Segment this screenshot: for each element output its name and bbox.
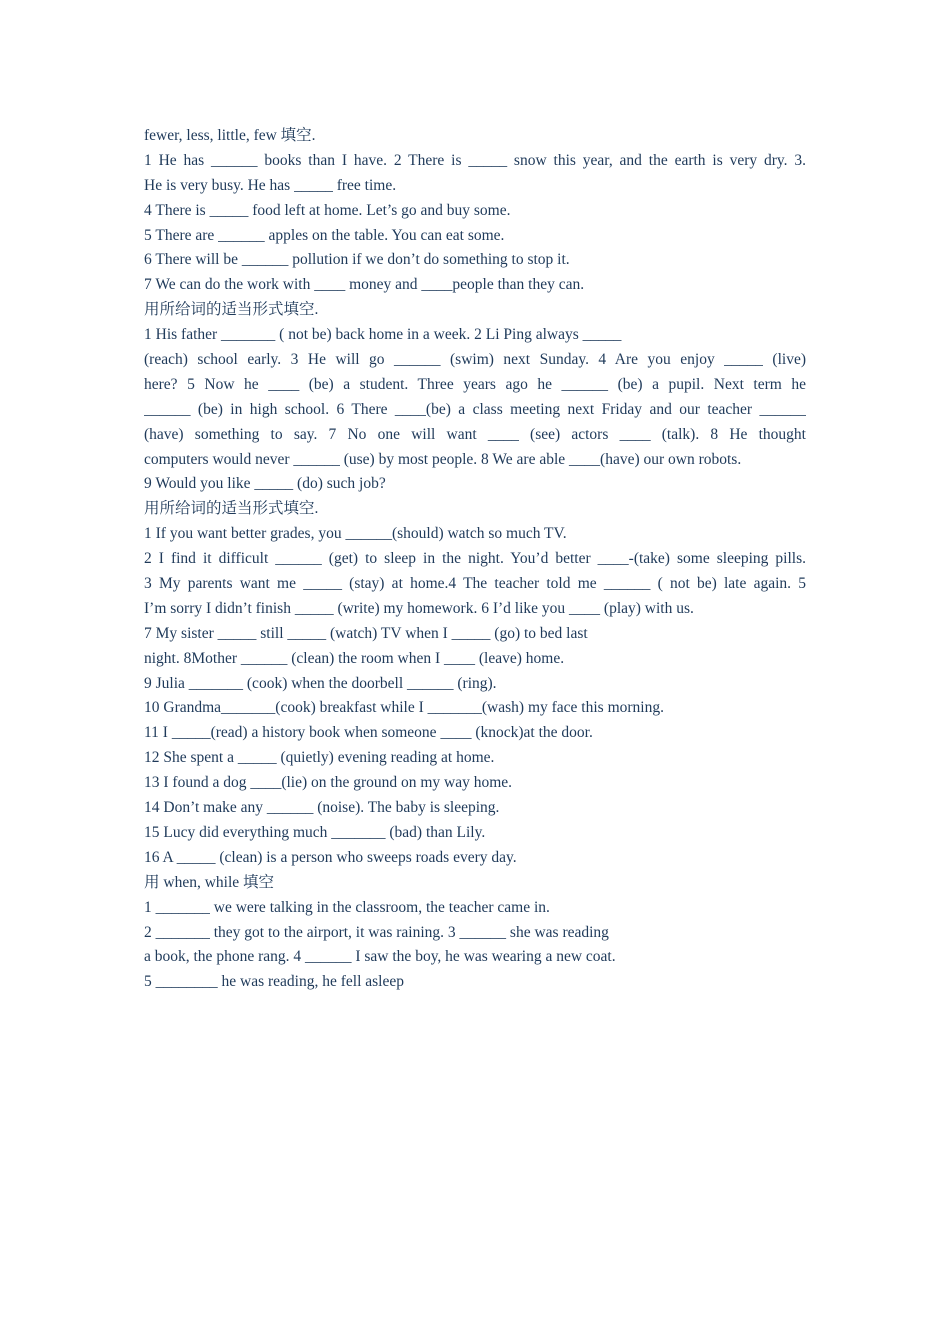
text-line: ______ (be) in high school. 6 There ____(be) a class meeting next Friday and our teacher ______: [144, 400, 806, 418]
text-line: 4 There is _____ food left at home. Let’s go and buy some.: [144, 201, 511, 219]
text-line: 11 I _____(read) a history book when someone ____ (knock)at the door.: [144, 724, 593, 742]
text-line: (reach) school early. 3 He will go ______ (swim) next Sunday. 4 Are you enjoy _____ (live): [144, 351, 806, 369]
text-line: 用所给词的适当形式填空.: [144, 500, 319, 518]
text-line: (have) something to say. 7 No one will want ____ (see) actors ____ (talk). 8 He thought: [144, 425, 806, 443]
text-line: 1 He has ______ books than I have. 2 There is _____ snow this year, and the earth is very dry. 3.: [144, 151, 806, 169]
text-line: night. 8Mother ______ (clean) the room when I ____ (leave) home.: [144, 649, 565, 667]
text-line: 5 ________ he was reading, he fell asleep: [144, 973, 404, 991]
text-line: 3 My parents want me _____ (stay) at home.4 The teacher told me ______ ( not be) late again. 5: [144, 575, 806, 593]
text-line: a book, the phone rang. 4 ______ I saw the boy, he was wearing a new coat.: [144, 948, 616, 966]
text-line: 1 _______ we were talking in the classroom, the teacher came in.: [144, 898, 550, 916]
text-line: 7 We can do the work with ____ money and ____people than they can.: [144, 276, 585, 294]
text-line: 1 His father _______ ( not be) back home in a week. 2 Li Ping always _____: [144, 326, 622, 344]
text-line: here? 5 Now he ____ (be) a student. Three years ago he ______ (be) a pupil. Next term he: [144, 375, 806, 393]
text-line: computers would never ______ (use) by most people. 8 We are able ____(have) our own robots.: [144, 450, 742, 468]
text-line: 用 when, while 填空: [144, 873, 275, 891]
text-line: 1 If you want better grades, you ______(should) watch so much TV.: [144, 525, 567, 543]
text-line: 7 My sister _____ still _____ (watch) TV when I _____ (go) to bed last: [144, 624, 588, 642]
text-line: 9 Julia _______ (cook) when the doorbell ______ (ring).: [144, 674, 497, 692]
text-line: 用所给词的适当形式填空.: [144, 301, 319, 319]
text-line: 13 I found a dog ____(lie) on the ground on my way home.: [144, 774, 513, 792]
text-line: 5 There are ______ apples on the table. You can eat some.: [144, 226, 505, 244]
text-line: 9 Would you like _____ (do) such job?: [144, 475, 386, 493]
document-page: [144, 124, 806, 995]
text-line: fewer, less, little, few 填空.: [144, 127, 316, 144]
text-line: 15 Lucy did everything much _______ (bad) than Lily.: [144, 823, 486, 841]
text-line: 2 _______ they got to the airport, it was raining. 3 ______ she was reading: [144, 923, 609, 941]
text-line: 2 I find it difficult ______ (get) to sleep in the night. You’d better ____-(take) some sleeping pills.: [144, 550, 806, 568]
text-line: He is very busy. He has _____ free time.: [144, 176, 397, 194]
text-line: I’m sorry I didn’t finish _____ (write) my homework. 6 I’d like you ____ (play) with us.: [144, 599, 694, 617]
text-line: 14 Don’t make any ______ (noise). The baby is sleeping.: [144, 799, 500, 817]
text-line: 12 She spent a _____ (quietly) evening reading at home.: [144, 749, 495, 767]
text-line: 16 A _____ (clean) is a person who sweeps roads every day.: [144, 848, 517, 866]
text-line: 10 Grandma_______(cook) breakfast while I _______(wash) my face this morning.: [144, 699, 664, 717]
text-line: 6 There will be ______ pollution if we don’t do something to stop it.: [144, 251, 570, 269]
